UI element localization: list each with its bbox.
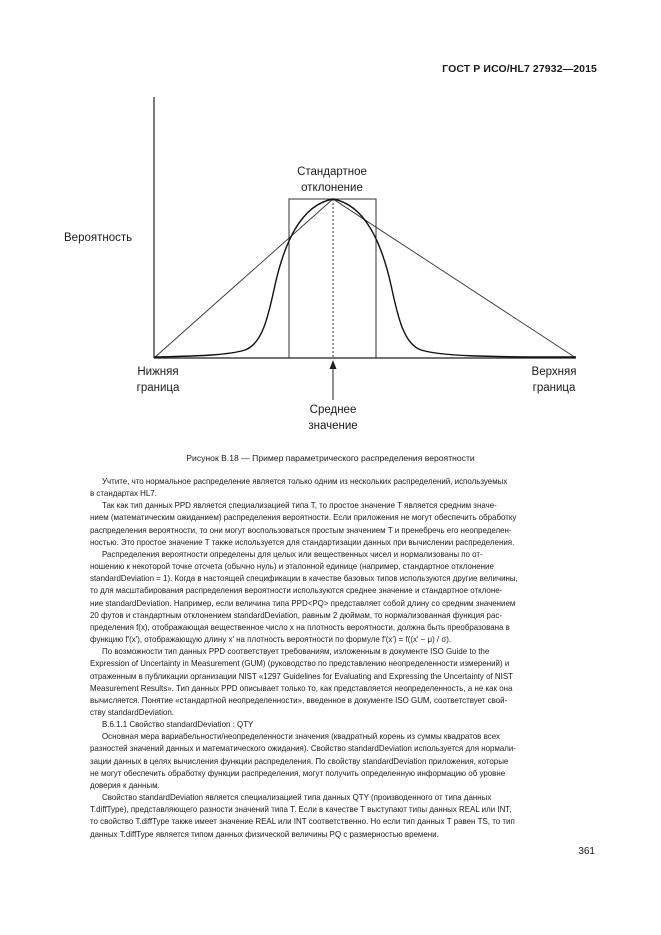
std-deviation-label-line1: Стандартное xyxy=(297,166,367,178)
paragraph xyxy=(90,731,598,792)
lower-bound-label xyxy=(118,364,198,396)
text-line: данных T.diffType является типом данных физической величины PQ с размерностью времени. xyxy=(90,829,439,839)
text-line: ству standardDeviation. xyxy=(90,707,175,717)
paragraph xyxy=(90,476,598,500)
figure-caption: Рисунок B.18 — Пример параметрического распределения вероятности xyxy=(186,453,475,463)
mean-arrow-head xyxy=(330,360,337,369)
upper-bound-label-line2: граница xyxy=(532,382,576,394)
text-line: распределения вероятности, то они могут воспользоваться простым значением T и пренебречь его неопределен- xyxy=(90,525,512,535)
text-line: не могут обеспечить обработку функции распределения, могут получить определенную информацию об уровне xyxy=(90,768,506,778)
mean-label-line1: Среднее xyxy=(309,404,357,416)
text-line: ние standardDeviation. Например, если величина типа PPD<PQ> представляет собой длину со средним значением xyxy=(90,598,516,608)
paragraph xyxy=(90,646,598,719)
text-line: Measurement Results». Тип данных PPD описывает только то, как представляется неопределенность, а не как она xyxy=(90,683,513,693)
distribution-figure xyxy=(0,0,661,460)
text-line: 20 футов и стандартным отклонением standardDeviation, равным 2 дюймам, то нормализованная функция рас- xyxy=(90,610,502,620)
text-line: Основная мера вариабельности/неопределенности значения (квадратный корень из суммы квадратов всех xyxy=(102,732,500,742)
text-line: ношению к некоторой точке отсчета (обычно нуль) и эталонной единице (например, стандартное отклонение xyxy=(90,562,494,572)
text-line: ностью. Это простое значение T также используется для стандартизации данных при вычислении распределения. xyxy=(90,537,515,547)
text-line: функцию f′(x′), отображающую длину x′ на плотность вероятности по формуле f′(x′) = f((x′ − μ) / σ). xyxy=(90,635,452,645)
body-text xyxy=(90,476,598,841)
std-deviation-label-line2: отклонение xyxy=(301,182,363,194)
paragraph xyxy=(90,792,598,841)
text-line: нием (математическим ожиданием) распределения вероятности. Если приложения не могут обеспечить обработку xyxy=(90,513,517,523)
normal-distribution-curve xyxy=(154,199,576,357)
lower-bound-label-line1: Нижняя xyxy=(137,366,179,378)
text-line: разностей значений данных и математического ожидания). Свойство standardDeviation используется для нормали- xyxy=(90,744,516,754)
text-line: пределения f(x), отображающая вещественное число x на плотность вероятности, должна быть преобразована в xyxy=(90,622,510,632)
mean-label xyxy=(283,402,383,434)
upper-bound-label-line1: Верхняя xyxy=(531,366,577,378)
triangular-distribution-line xyxy=(154,199,576,358)
text-line: Так как тип данных PPD является специализацией типа T, то простое значение T является средним значе- xyxy=(102,501,497,511)
text-line: standardDeviation = 1). Когда в настоящей спецификации в качестве базовых типов используются другие величины, xyxy=(90,574,518,584)
paragraph xyxy=(90,500,598,549)
text-line: Свойство standardDeviation является специализацией типа данных QTY (производенного от типа данных xyxy=(102,793,492,803)
std-deviation-rectangle xyxy=(289,199,376,358)
text-line: то свойство T.diffType также имеет значение REAL или INT соответственно. Но если тип данных T равен TS, то тип xyxy=(90,817,515,827)
probability-label: Вероятность xyxy=(64,232,133,244)
page-number: 361 xyxy=(578,846,595,857)
text-line: Expression of Uncertainty in Measurement (GUM) (руководство по представлению неопределенности измерений) и xyxy=(90,659,510,669)
text-line: зации данных в целях вычисления функции распределения. По свойству standardDeviation приложения, которые xyxy=(90,756,509,766)
text-line: По возможности тип данных PPD соответствует требованиям, изложенным в документе ISO Guide to the xyxy=(102,647,490,657)
text-line: в стандартах HL7. xyxy=(90,489,157,499)
lower-bound-label-line2: граница xyxy=(136,382,180,394)
section-heading: B.6.1.1 Свойство standardDeviation : QTY xyxy=(102,720,254,730)
text-line: отраженным в публикации организации NIST «1297 Guidelines for Evaluating and Expressing the Uncertainty of NIST xyxy=(90,671,514,681)
upper-bound-label xyxy=(514,364,594,396)
paragraph xyxy=(90,549,598,646)
text-line: то для масштабирования распределения вероятности используются среднее значение и стандартное отклоне- xyxy=(90,586,503,596)
document-header: ГОСТ Р ИСО/HL7 27932—2015 xyxy=(442,63,597,75)
text-line: доверия к данным. xyxy=(90,780,160,790)
text-line: Учтите, что нормальное распределение является только одним из нескольких распределений, используемых xyxy=(102,477,508,486)
text-line: вычисляется. Понятие «стандартной неопределенности», введенное в документе ISO GUM, соответствует свой- xyxy=(90,695,508,705)
text-line: T.diffType), представляющего разности значений типа T. Если в качестве T выступают типы данных REAL или INT, xyxy=(90,805,512,815)
text-line: Распределения вероятности определены для целых или вещественных чисел и нормализованы по от- xyxy=(102,549,483,559)
std-deviation-label xyxy=(262,164,402,196)
mean-label-line2: значение xyxy=(308,420,358,432)
